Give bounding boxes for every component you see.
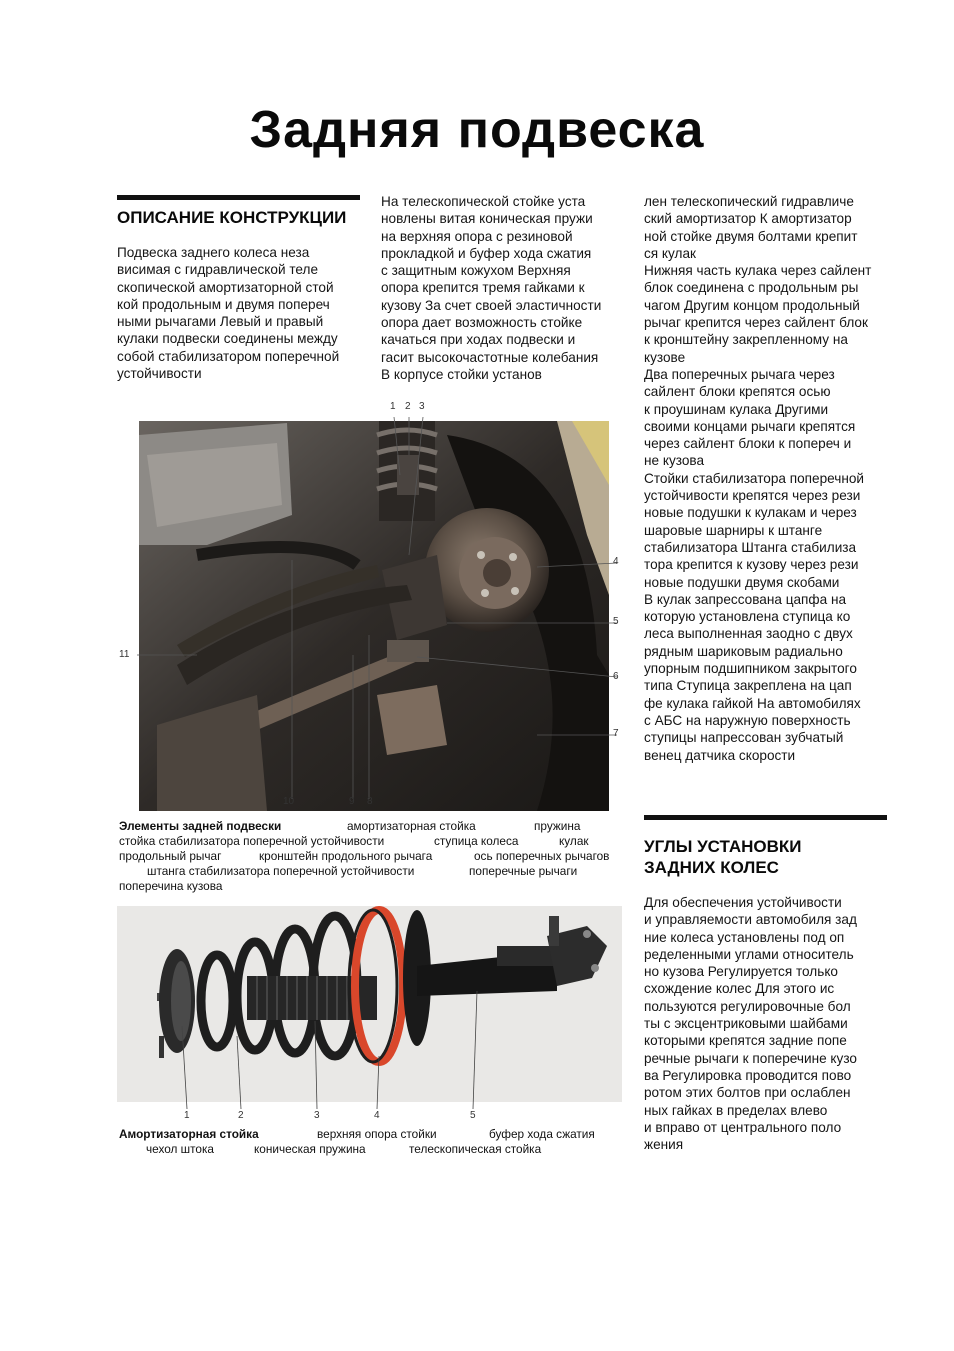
text-line: ных гайках в пределах влево: [644, 1102, 828, 1118]
suspension-illustration: [117, 395, 624, 813]
section-heading-description: ОПИСАНИЕ КОНСТРУКЦИИ: [117, 208, 347, 227]
text-line: ва Регулировка проводится пово: [644, 1067, 852, 1083]
text-line: сайлент блоки крепятся осью: [644, 384, 831, 400]
text-line: к проушинам кулака Другими: [644, 401, 829, 417]
callout-4: 4: [613, 556, 619, 567]
rear-suspension-caption: [119, 819, 624, 894]
caption-item: штанга стабилизатора поперечной устойчивости: [147, 864, 415, 878]
text-line: опора крепится тремя гайками к: [381, 280, 585, 296]
text-column-2: [381, 193, 622, 383]
text-line: гасит высокочастотные колебания: [381, 349, 599, 365]
text-line: ся кулак: [644, 245, 696, 261]
text-line: ты с эксцентриковыми шайбами: [644, 1016, 848, 1032]
caption-item: кронштейн продольного рычага: [259, 849, 433, 863]
text-line: кузову За счет своей эластичности: [381, 297, 602, 313]
text-line: венец датчика скорости: [644, 747, 796, 763]
text-line: своими концами рычаги крепятся: [644, 418, 856, 434]
text-line: с защитным кожухом Верхняя: [381, 263, 571, 279]
text-line: опора дает возможность стойке: [381, 315, 583, 331]
caption-item: ступица колеса: [434, 834, 519, 848]
text-line: жения: [644, 1137, 684, 1153]
text-line: схождение колес Для этого ис: [644, 981, 835, 997]
text-line: висимая с гидравлической теле: [117, 262, 319, 278]
text-line: лен телескопический гидравличе: [644, 194, 854, 209]
text-line: к кронштейну закрепленному на: [644, 332, 848, 348]
text-line: ние колеса установлены под оп: [644, 929, 845, 945]
text-line: новые подушки двумя скобами: [644, 574, 840, 590]
strut-callout-2: 2: [238, 1110, 244, 1121]
rear-suspension-photo: [117, 395, 624, 813]
text-line: новые подушки к кулакам и через: [644, 505, 857, 521]
text-line: рычаг крепится через сайлент блок: [644, 315, 868, 331]
text-column-1: [117, 244, 357, 382]
strut-photo: [117, 906, 622, 1126]
text-line: ротом этих болтов при ослаблен: [644, 1085, 851, 1101]
strut-callout-5: 5: [470, 1110, 476, 1121]
text-line: которую установлена ступица ко: [644, 609, 851, 625]
caption-item: ось поперечных рычагов: [474, 849, 610, 863]
caption-item: верхняя опора стойки: [317, 1127, 437, 1141]
caption-item: кулак: [559, 834, 589, 848]
text-line: Подвеска заднего колеса неза: [117, 245, 310, 260]
text-line: В кулак запрессована цапфа на: [644, 591, 847, 607]
caption-title: Элементы задней подвески: [119, 819, 282, 833]
text-line: и управляемости автомобиля зад: [644, 912, 857, 928]
text-line: фе кулака гайкой На автомобилях: [644, 695, 861, 711]
section-rule: [117, 195, 360, 200]
text-line: ными рычагами Левый и правый: [117, 314, 324, 330]
strut-illustration: [117, 906, 622, 1126]
section-rule: [644, 815, 887, 820]
text-line: скопической амортизаторной стой: [117, 279, 334, 295]
text-line: кулаки подвески соединены между: [117, 331, 338, 347]
callout-6: 6: [613, 671, 619, 682]
strut-callout-4: 4: [374, 1110, 380, 1121]
heading-line: УГЛЫ УСТАНОВКИ: [644, 837, 802, 856]
text-line: речные рычаги к поперечине кузо: [644, 1050, 857, 1066]
text-line: на верхняя опора с резиновой: [381, 228, 573, 244]
text-line: качаться при ходах подвески и: [381, 332, 576, 348]
text-line: Стойки стабилизатора поперечной: [644, 470, 864, 486]
text-line: тора крепится к кузову через рези: [644, 557, 859, 573]
callout-3: 3: [419, 401, 425, 412]
text-line: прокладкой и буфер хода сжатия: [381, 245, 592, 261]
callout-7: 7: [613, 728, 619, 739]
callout-1: 1: [390, 401, 396, 412]
strut-caption: [119, 1127, 624, 1159]
text-line: ределенными углами относитель: [644, 946, 854, 962]
caption-item: пружина: [534, 819, 581, 833]
text-line: через сайлент блоки к попереч и: [644, 436, 852, 452]
caption-item: буфер хода сжатия: [489, 1127, 595, 1141]
text-line: На телескопической стойке уста: [381, 194, 586, 209]
text-line: не кузова: [644, 453, 705, 469]
text-line: блок соединена с продольным ры: [644, 280, 859, 296]
caption-item: поперечные рычаги: [469, 864, 578, 878]
text-line: ной стойке двумя болтами крепит: [644, 228, 858, 244]
page-title: Задняя подвеска: [249, 101, 705, 159]
section-heading-wheel-angles: [644, 836, 801, 878]
text-line: пользуются регулировочные бол: [644, 998, 851, 1014]
text-line: упорным подшипником закрытого: [644, 661, 857, 677]
strut-callout-1: 1: [184, 1110, 190, 1121]
caption-item: поперечина кузова: [119, 879, 223, 893]
text-column-wheel-angles: [644, 894, 885, 1153]
text-line: с АБС на наружную поверхность: [644, 712, 851, 728]
text-line: кой продольным и двумя попереч: [117, 296, 330, 312]
text-line: стабилизатора Штанга стабилиза: [644, 539, 857, 555]
text-line: Для обеспечения устойчивости: [644, 895, 842, 910]
text-line: новлены витая коническая пружи: [381, 211, 593, 227]
callout-10: 10: [283, 796, 295, 807]
heading-line: ЗАДНИХ КОЛЕС: [644, 858, 779, 877]
caption-item: чехол штока: [146, 1142, 214, 1156]
text-line: устойчивости: [117, 366, 202, 382]
text-line: шаровые шарниры к штанге: [644, 522, 823, 538]
callout-8: 8: [367, 796, 373, 807]
caption-item: телескопическая стойка: [409, 1142, 542, 1156]
text-line: типа Ступица закреплена на цап: [644, 678, 852, 694]
callout-11: 11: [119, 649, 130, 660]
callout-9: 9: [349, 796, 355, 807]
text-line: и вправо от центрального поло: [644, 1119, 842, 1135]
caption-item: продольный рычаг: [119, 849, 222, 863]
text-line: рядным шариковым радиально: [644, 643, 843, 659]
text-line: собой стабилизатором поперечной: [117, 348, 340, 364]
text-line: чагом Другим концом продольный: [644, 297, 860, 313]
strut-callout-3: 3: [314, 1110, 320, 1121]
text-line: кузове: [644, 349, 686, 365]
text-column-3: [644, 193, 885, 764]
callout-5: 5: [613, 616, 619, 627]
text-line: ступицы напрессован зубчатый: [644, 730, 844, 746]
text-line: леса выполненная заодно с двух: [644, 626, 853, 642]
caption-item: амортизаторная стойка: [347, 819, 476, 833]
text-line: устойчивости крепятся через рези: [644, 488, 861, 504]
text-line: которыми крепятся задние попе: [644, 1033, 847, 1049]
text-line: но кузова Регулируется только: [644, 964, 838, 980]
text-line: Два поперечных рычага через: [644, 366, 835, 382]
callout-2: 2: [405, 401, 411, 412]
text-line: ский амортизатор К амортизатор: [644, 211, 852, 227]
text-line: Нижняя часть кулака через сайлент: [644, 263, 872, 279]
caption-item: коническая пружина: [254, 1142, 366, 1156]
caption-item: стойка стабилизатора поперечной устойчивости: [119, 834, 385, 848]
text-line: В корпусе стойки установ: [381, 366, 542, 382]
caption-title: Амортизаторная стойка: [119, 1127, 259, 1141]
